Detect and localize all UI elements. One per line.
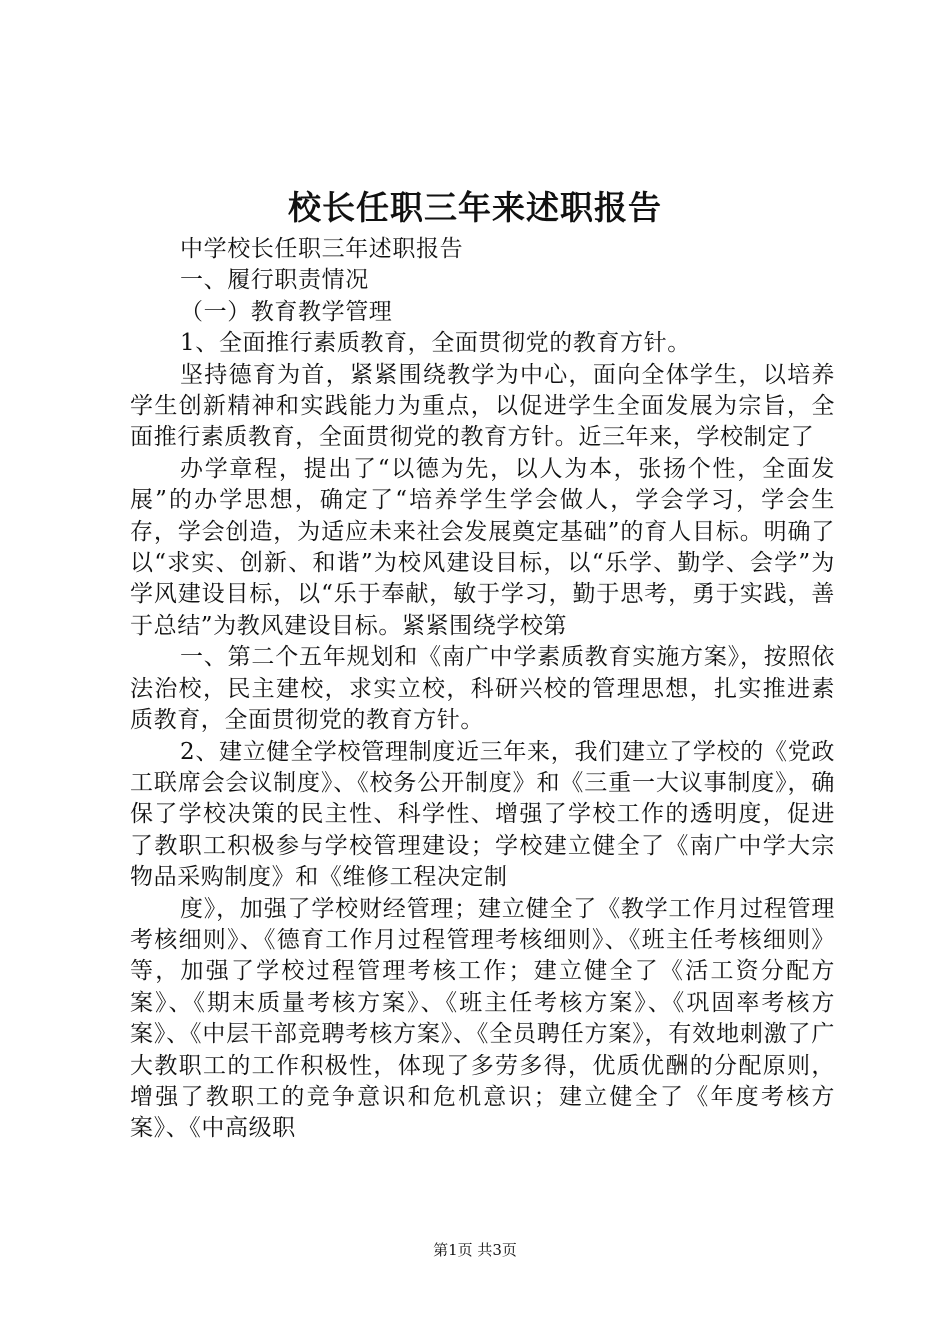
paragraph-section-heading: 一、履行职责情况: [180, 267, 369, 294]
paragraph: 办学章程，提出了“以德为先，以人为本，张扬个性，全面发展”的办学思想，确定了“培养学生学会做人，学会学习，学会生存，学会创造，为适应未来社会发展奠定基础”的育人目标。明确了以“求实、创新、和谐”为校风建设目标，以“乐学、勤学、会学”为学风建设目标，以“乐于奉献，敏于学习，勤于思考，勇于实践，善于总结”为教风建设目标。紧紧围绕学校第: [130, 455, 835, 639]
paragraph: 度》，加强了学校财经管理；建立健全了《教学工作月过程管理考核细则》、《德育工作月过程管理考核细则》、《班主任考核细则》等，加强了学校过程管理考核工作；建立健全了《活工资分配方案》、《期末质量考核方案》、《班主任考核方案》、《巩固率考核方案》、《中层干部竞聘考核方案》、《全员聘任方案》，有效地刺激了广大教职工的工作积极性，体现了多劳多得，优质优酬的分配原则，增强了教职工的竞争意识和危机意识；建立健全了《年度考核方案》、《中高级职: [130, 895, 835, 1142]
page-footer: 第1页 共3页: [433, 1241, 517, 1259]
paragraph-subtitle: 中学校长任职三年述职报告: [180, 236, 464, 262]
document-body: [130, 234, 835, 1145]
paragraph: 坚持德育为首，紧紧围绕教学为中心，面向全体学生，以培养学生创新精神和实践能力为重点，以促进学生全面发展为宗旨，全面推行素质教育，全面贯彻党的教育方针。近三年来，学校制定了: [130, 361, 835, 451]
document-title: 校长任职三年来述职报告: [288, 188, 662, 227]
paragraph-item-1: 1、全面推行素质教育，全面贯彻党的教育方针。: [180, 330, 691, 357]
paragraph-item-2: 2、建立健全学校管理制度近三年来，我们建立了学校的《党政工联席会会议制度》、《校务公开制度》和《三重一大议事制度》，确保了学校决策的民主性、科学性、增强了学校工作的透明度，促进了教职工积极参与学校管理建设；学校建立健全了《南广中学大宗物品采购制度》和《维修工程决定制: [130, 738, 835, 891]
paragraph: 一、第二个五年规划和《南广中学素质教育实施方案》，按照依法治校，民主建校，求实立校，科研兴校的管理思想，扎实推进素质教育，全面贯彻党的教育方针。: [130, 644, 835, 734]
paragraph-subsection-heading: （一）教育教学管理: [180, 298, 393, 325]
